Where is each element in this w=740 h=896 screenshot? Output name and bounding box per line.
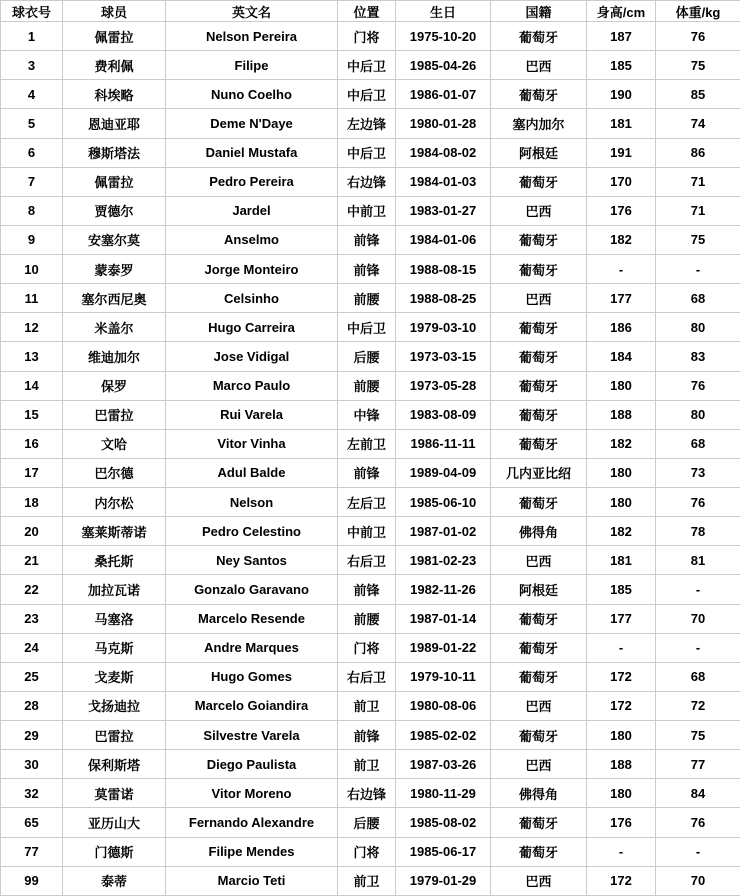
table-cell: 阿根廷 (491, 138, 587, 167)
table-row (1, 109, 740, 138)
table-cell: 1985-02-02 (396, 721, 491, 750)
table-cell: 76 (656, 371, 740, 400)
table-cell: 巴西 (491, 866, 587, 895)
table-cell: 1985-08-02 (396, 808, 491, 837)
table-row (1, 80, 740, 109)
table-cell: 184 (587, 342, 656, 371)
table-cell: 1981-02-23 (396, 546, 491, 575)
table-cell: 巴西 (491, 196, 587, 225)
table-cell: 维迪加尔 (63, 342, 166, 371)
table-cell: Hugo Gomes (166, 662, 338, 691)
table-cell: 181 (587, 546, 656, 575)
table-cell: 1988-08-25 (396, 284, 491, 313)
table-cell: 23 (1, 604, 63, 633)
table-cell: 177 (587, 604, 656, 633)
table-cell: 1985-06-10 (396, 488, 491, 517)
table-cell: 80 (656, 313, 740, 342)
table-cell: 21 (1, 546, 63, 575)
table-cell: Jardel (166, 196, 338, 225)
table-cell: 187 (587, 22, 656, 51)
table-cell: 77 (1, 837, 63, 866)
table-cell: 1987-01-14 (396, 604, 491, 633)
table-cell: 180 (587, 721, 656, 750)
table-row (1, 225, 740, 254)
table-cell: 28 (1, 691, 63, 720)
table-cell: 穆斯塔法 (63, 138, 166, 167)
table-cell: 170 (587, 167, 656, 196)
table-cell: 20 (1, 517, 63, 546)
table-cell: 葡萄牙 (491, 313, 587, 342)
table-cell: 65 (1, 808, 63, 837)
table-row (1, 517, 740, 546)
table-cell: Nelson Pereira (166, 22, 338, 51)
table-cell: - (587, 837, 656, 866)
table-cell: 1984-01-06 (396, 225, 491, 254)
table-cell: 1973-03-15 (396, 342, 491, 371)
table-cell: 葡萄牙 (491, 721, 587, 750)
table-cell: 24 (1, 633, 63, 662)
table-cell: 1979-03-10 (396, 313, 491, 342)
table-cell: Jorge Monteiro (166, 255, 338, 284)
table-cell: 前卫 (338, 691, 396, 720)
table-row (1, 196, 740, 225)
table-cell: 76 (656, 808, 740, 837)
table-row (1, 662, 740, 691)
table-row (1, 22, 740, 51)
table-cell: Deme N'Daye (166, 109, 338, 138)
table-cell: - (656, 575, 740, 604)
table-cell: 1973-05-28 (396, 371, 491, 400)
table-cell: 中后卫 (338, 80, 396, 109)
table-cell: 16 (1, 429, 63, 458)
table-cell: Filipe (166, 51, 338, 80)
table-cell: 11 (1, 284, 63, 313)
table-cell: 塞尔西尼奥 (63, 284, 166, 313)
table-cell: 佩雷拉 (63, 22, 166, 51)
table-row (1, 721, 740, 750)
table-cell: Adul Balde (166, 458, 338, 487)
table-cell: 30 (1, 750, 63, 779)
table-cell: 1986-01-07 (396, 80, 491, 109)
table-cell: Gonzalo Garavano (166, 575, 338, 604)
table-cell: 前卫 (338, 750, 396, 779)
table-cell: 182 (587, 225, 656, 254)
table-cell: Nelson (166, 488, 338, 517)
table-cell: 巴西 (491, 51, 587, 80)
table-cell: 塞内加尔 (491, 109, 587, 138)
table-cell: Filipe Mendes (166, 837, 338, 866)
table-cell: - (656, 633, 740, 662)
table-cell: 7 (1, 167, 63, 196)
table-cell: 1985-04-26 (396, 51, 491, 80)
table-cell: 右边锋 (338, 167, 396, 196)
table-cell: - (656, 255, 740, 284)
table-cell: 190 (587, 80, 656, 109)
table-cell: 佩雷拉 (63, 167, 166, 196)
table-cell: 85 (656, 80, 740, 109)
table-cell: 前腰 (338, 284, 396, 313)
table-cell: 加拉瓦诺 (63, 575, 166, 604)
table-cell: 75 (656, 721, 740, 750)
table-cell: 门德斯 (63, 837, 166, 866)
table-cell: Fernando Alexandre (166, 808, 338, 837)
table-cell: 蒙泰罗 (63, 255, 166, 284)
table-cell: 前锋 (338, 575, 396, 604)
column-header: 英文名 (166, 1, 338, 22)
table-cell: 葡萄牙 (491, 371, 587, 400)
table-cell: 葡萄牙 (491, 488, 587, 517)
table-cell: 佛得角 (491, 517, 587, 546)
table-cell: 中后卫 (338, 138, 396, 167)
table-cell: 22 (1, 575, 63, 604)
table-cell: 科埃略 (63, 80, 166, 109)
table-cell: Marcio Teti (166, 866, 338, 895)
table-cell: 75 (656, 225, 740, 254)
table-cell: 180 (587, 458, 656, 487)
table-cell: 1983-01-27 (396, 196, 491, 225)
table-cell: 176 (587, 808, 656, 837)
table-cell: 左边锋 (338, 109, 396, 138)
table-cell: 巴西 (491, 546, 587, 575)
table-cell: - (587, 633, 656, 662)
table-cell: 葡萄牙 (491, 255, 587, 284)
table-cell: 左后卫 (338, 488, 396, 517)
table-cell: 1984-08-02 (396, 138, 491, 167)
table-cell: 3 (1, 51, 63, 80)
table-cell: 176 (587, 196, 656, 225)
table-cell: 巴尔德 (63, 458, 166, 487)
table-cell: 几内亚比绍 (491, 458, 587, 487)
table-cell: 右后卫 (338, 546, 396, 575)
table-cell: Vitor Moreno (166, 779, 338, 808)
column-header: 位置 (338, 1, 396, 22)
table-cell: 1984-01-03 (396, 167, 491, 196)
table-cell: Silvestre Varela (166, 721, 338, 750)
table-cell: 172 (587, 662, 656, 691)
table-cell: 13 (1, 342, 63, 371)
table-cell: 葡萄牙 (491, 808, 587, 837)
table-cell: 前腰 (338, 604, 396, 633)
table-row (1, 691, 740, 720)
table-cell: 186 (587, 313, 656, 342)
table-cell: 葡萄牙 (491, 662, 587, 691)
table-cell: Marco Paulo (166, 371, 338, 400)
table-cell: 181 (587, 109, 656, 138)
table-cell: 中前卫 (338, 517, 396, 546)
table-cell: 中后卫 (338, 313, 396, 342)
table-cell: 后腰 (338, 808, 396, 837)
table-cell: 15 (1, 400, 63, 429)
table-row (1, 808, 740, 837)
table-cell: 12 (1, 313, 63, 342)
table-cell: 巴雷拉 (63, 721, 166, 750)
table-cell: 葡萄牙 (491, 342, 587, 371)
table-cell: 后腰 (338, 342, 396, 371)
table-cell: 内尔松 (63, 488, 166, 517)
table-cell: Rui Varela (166, 400, 338, 429)
table-cell: 佛得角 (491, 779, 587, 808)
table-cell: Celsinho (166, 284, 338, 313)
table-cell: 巴西 (491, 691, 587, 720)
table-cell: 8 (1, 196, 63, 225)
table-cell: 1979-01-29 (396, 866, 491, 895)
table-row (1, 138, 740, 167)
table-cell: 门将 (338, 22, 396, 51)
table-cell: 1982-11-26 (396, 575, 491, 604)
table-cell: Andre Marques (166, 633, 338, 662)
table-cell: 71 (656, 167, 740, 196)
table-cell: 前锋 (338, 458, 396, 487)
table-row (1, 488, 740, 517)
table-cell: 180 (587, 488, 656, 517)
table-cell: 1986-11-11 (396, 429, 491, 458)
table-cell: 180 (587, 371, 656, 400)
table-cell: 180 (587, 779, 656, 808)
table-body (1, 22, 740, 896)
table-cell: 70 (656, 604, 740, 633)
table-cell: 保罗 (63, 371, 166, 400)
table-cell: 1980-11-29 (396, 779, 491, 808)
table-cell: 葡萄牙 (491, 167, 587, 196)
table-cell: 前腰 (338, 371, 396, 400)
table-cell: 保利斯塔 (63, 750, 166, 779)
column-header: 体重/kg (656, 1, 740, 22)
table-cell: 葡萄牙 (491, 400, 587, 429)
table-cell: 1988-08-15 (396, 255, 491, 284)
table-cell: 1975-10-20 (396, 22, 491, 51)
table-cell: Marcelo Resende (166, 604, 338, 633)
table-cell: Daniel Mustafa (166, 138, 338, 167)
table-row (1, 284, 740, 313)
table-cell: Diego Paulista (166, 750, 338, 779)
table-row (1, 633, 740, 662)
table-cell: Anselmo (166, 225, 338, 254)
table-cell: 中前卫 (338, 196, 396, 225)
table-cell: 前卫 (338, 866, 396, 895)
table-cell: 门将 (338, 633, 396, 662)
table-cell: - (656, 837, 740, 866)
table-cell: 77 (656, 750, 740, 779)
table-cell: 阿根廷 (491, 575, 587, 604)
table-cell: Pedro Pereira (166, 167, 338, 196)
table-row (1, 779, 740, 808)
table-cell: 188 (587, 400, 656, 429)
table-cell: 戈扬迪拉 (63, 691, 166, 720)
table-cell: 马克斯 (63, 633, 166, 662)
table-cell: 戈麦斯 (63, 662, 166, 691)
table-cell: 188 (587, 750, 656, 779)
table-cell: 文哈 (63, 429, 166, 458)
table-cell: 前锋 (338, 255, 396, 284)
table-cell: 177 (587, 284, 656, 313)
table-row (1, 371, 740, 400)
table-cell: 葡萄牙 (491, 80, 587, 109)
table-cell: 葡萄牙 (491, 429, 587, 458)
table-cell: 1983-08-09 (396, 400, 491, 429)
table-cell: 99 (1, 866, 63, 895)
table-cell: 5 (1, 109, 63, 138)
table-row (1, 750, 740, 779)
table-cell: 73 (656, 458, 740, 487)
table-cell: - (587, 255, 656, 284)
table-cell: Ney Santos (166, 546, 338, 575)
table-cell: 6 (1, 138, 63, 167)
table-cell: 172 (587, 866, 656, 895)
table-cell: Pedro Celestino (166, 517, 338, 546)
table-row (1, 458, 740, 487)
table-row (1, 342, 740, 371)
table-cell: Nuno Coelho (166, 80, 338, 109)
table-cell: 80 (656, 400, 740, 429)
table-cell: 1987-01-02 (396, 517, 491, 546)
table-cell: 贾德尔 (63, 196, 166, 225)
table-cell: 83 (656, 342, 740, 371)
table-cell: Vitor Vinha (166, 429, 338, 458)
table-cell: 191 (587, 138, 656, 167)
table-cell: 亚历山大 (63, 808, 166, 837)
table-cell: 恩迪亚耶 (63, 109, 166, 138)
table-cell: 81 (656, 546, 740, 575)
table-cell: 葡萄牙 (491, 225, 587, 254)
column-header: 球员 (63, 1, 166, 22)
table-cell: 右边锋 (338, 779, 396, 808)
column-header: 球衣号 (1, 1, 63, 22)
table-cell: 29 (1, 721, 63, 750)
table-cell: 巴西 (491, 284, 587, 313)
table-cell: 86 (656, 138, 740, 167)
table-cell: 马塞洛 (63, 604, 166, 633)
table-cell: 72 (656, 691, 740, 720)
table-cell: 25 (1, 662, 63, 691)
table-row (1, 313, 740, 342)
table-cell: 4 (1, 80, 63, 109)
table-cell: 76 (656, 22, 740, 51)
table-cell: 185 (587, 51, 656, 80)
table-cell: 费利佩 (63, 51, 166, 80)
table-cell: 70 (656, 866, 740, 895)
table-cell: 门将 (338, 837, 396, 866)
table-row (1, 255, 740, 284)
table-cell: 78 (656, 517, 740, 546)
table-row (1, 51, 740, 80)
table-cell: 1987-03-26 (396, 750, 491, 779)
table-row (1, 429, 740, 458)
table-cell: 巴西 (491, 750, 587, 779)
table-cell: 塞莱斯蒂诺 (63, 517, 166, 546)
table-cell: 葡萄牙 (491, 22, 587, 51)
column-header: 国籍 (491, 1, 587, 22)
table-cell: 莫雷诺 (63, 779, 166, 808)
table-row (1, 546, 740, 575)
table-cell: 中后卫 (338, 51, 396, 80)
table-row (1, 837, 740, 866)
table-cell: 左前卫 (338, 429, 396, 458)
table-cell: 68 (656, 429, 740, 458)
table-row (1, 866, 740, 895)
table-cell: 9 (1, 225, 63, 254)
table-cell: 18 (1, 488, 63, 517)
table-cell: 桑托斯 (63, 546, 166, 575)
column-header: 生日 (396, 1, 491, 22)
table-cell: 泰蒂 (63, 866, 166, 895)
table-cell: 中锋 (338, 400, 396, 429)
table-cell: 1989-01-22 (396, 633, 491, 662)
table-cell: 1989-04-09 (396, 458, 491, 487)
header-row (1, 1, 740, 22)
table-cell: 米盖尔 (63, 313, 166, 342)
table-row (1, 400, 740, 429)
table-cell: 182 (587, 517, 656, 546)
table-cell: 前锋 (338, 721, 396, 750)
table-cell: 1979-10-11 (396, 662, 491, 691)
table-row (1, 167, 740, 196)
table-cell: 74 (656, 109, 740, 138)
table-cell: 75 (656, 51, 740, 80)
table-cell: 84 (656, 779, 740, 808)
table-row (1, 575, 740, 604)
table-cell: 172 (587, 691, 656, 720)
column-header: 身高/cm (587, 1, 656, 22)
table-cell: 1 (1, 22, 63, 51)
table-cell: Jose Vidigal (166, 342, 338, 371)
table-cell: 185 (587, 575, 656, 604)
table-cell: 182 (587, 429, 656, 458)
table-cell: 14 (1, 371, 63, 400)
table-cell: 32 (1, 779, 63, 808)
table-cell: 76 (656, 488, 740, 517)
table-cell: 巴雷拉 (63, 400, 166, 429)
table-cell: 1980-01-28 (396, 109, 491, 138)
table-cell: 10 (1, 255, 63, 284)
table-cell: 68 (656, 662, 740, 691)
table-cell: 右后卫 (338, 662, 396, 691)
table-cell: 前锋 (338, 225, 396, 254)
table-cell: 葡萄牙 (491, 604, 587, 633)
table-cell: 71 (656, 196, 740, 225)
table-cell: 安塞尔莫 (63, 225, 166, 254)
table-cell: Marcelo Goiandira (166, 691, 338, 720)
table-cell: 1985-06-17 (396, 837, 491, 866)
table-row (1, 604, 740, 633)
table-cell: 17 (1, 458, 63, 487)
table-cell: 68 (656, 284, 740, 313)
table-cell: 1980-08-06 (396, 691, 491, 720)
table-cell: Hugo Carreira (166, 313, 338, 342)
table-cell: 葡萄牙 (491, 837, 587, 866)
table-cell: 葡萄牙 (491, 633, 587, 662)
